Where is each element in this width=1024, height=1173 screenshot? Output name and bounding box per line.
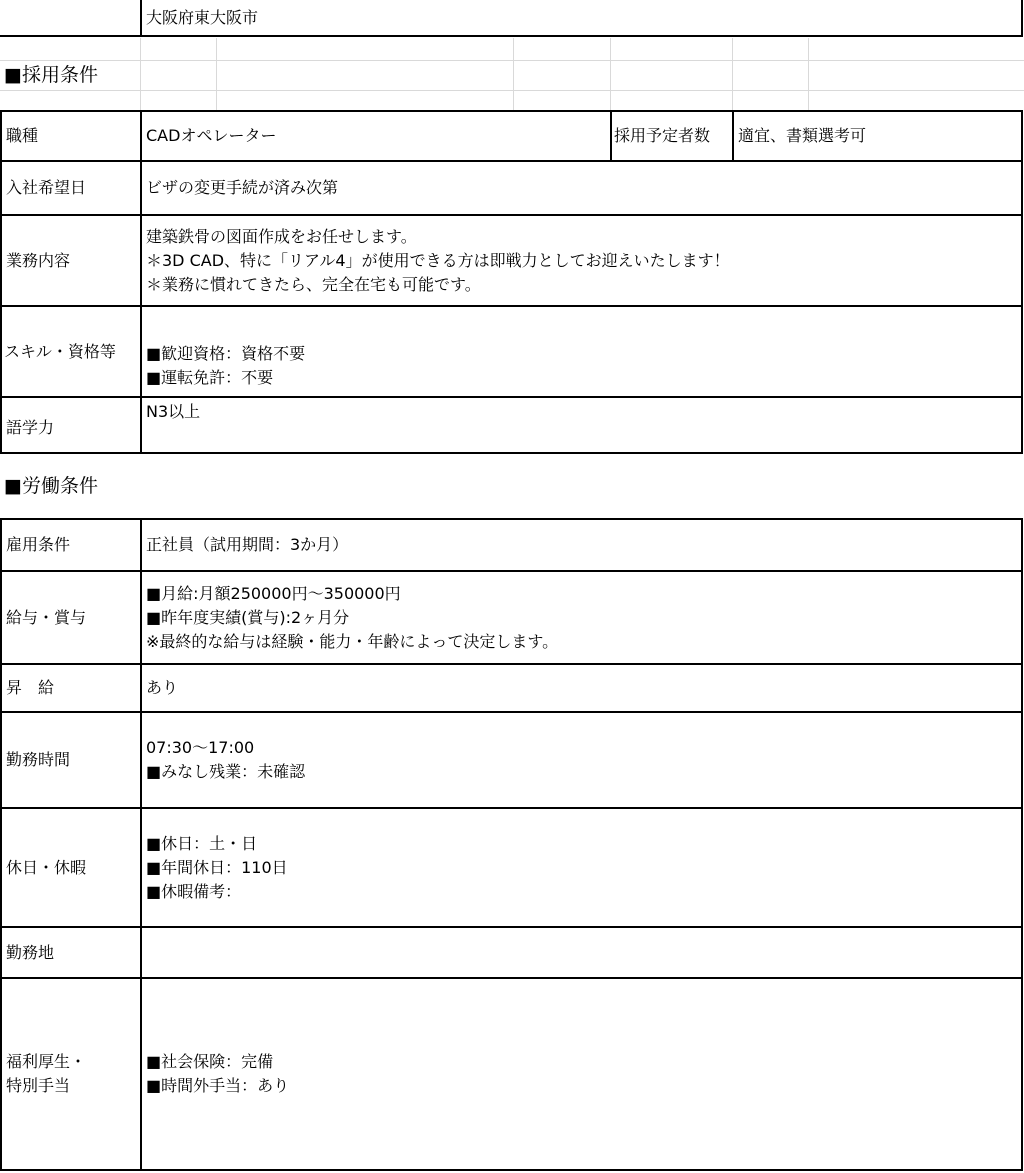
hours-value[interactable] [141,712,1022,808]
holidays-line: ■休暇備考： [146,881,242,901]
planned-hires-label: 採用予定者数 [611,111,733,161]
duties-line: 建築鉄骨の図面作成をお任せします。 [146,226,417,246]
planned-hires-value[interactable]: 適宜、書類選考可 [733,111,1022,161]
duties-line: ＊業務に慣れてきたら、完全在宅も可能です。 [146,274,481,294]
duties-row [1,215,1022,306]
benefits-value[interactable] [141,978,1022,1170]
language-value[interactable]: N3以上 [141,397,1022,453]
workplace-label: 勤務地 [1,927,141,978]
skills-value[interactable] [141,306,1022,397]
holidays-label: 休日・休暇 [1,808,141,927]
raise-value[interactable]: あり [141,664,1022,712]
benefits-line: ■社会保険：完備 [146,1052,274,1071]
raise-row [1,664,1022,712]
location-value-cell[interactable]: 大阪府東大阪市 [141,0,1022,36]
salary-row [1,571,1022,664]
workplace-value[interactable] [141,927,1022,978]
gridline [610,38,611,110]
duties-line: ＊3D CAD、特に「リアル4」が使用できる方は即戦力としてお迎えいたします！ [146,250,730,270]
hours-line: ■みなし残業：未確認 [146,762,306,781]
location-blank-cell[interactable] [0,0,141,36]
recruitment-table [0,110,1023,454]
gridline [0,90,1024,91]
start-date-label: 入社希望日 [1,161,141,215]
hours-row [1,712,1022,808]
workplace-row [1,927,1022,978]
holidays-value[interactable] [141,808,1022,927]
start-date-value[interactable]: ビザの変更手続が済み次第 [141,161,1022,215]
salary-line: ※最終的な給与は経験・能力・年齢によって決定します。 [146,631,559,651]
skills-line: ■運転免許：不要 [146,368,274,387]
labor-table [0,518,1023,1171]
gridline [732,38,733,110]
employment-value[interactable]: 正社員（試用期間：3か月） [141,519,1022,571]
gridline [808,38,809,110]
start-date-row [1,161,1022,215]
salary-label: 給与・賞与 [1,571,141,664]
job-type-row [1,111,1022,161]
gridline [513,38,514,110]
benefits-line: ■時間外手当：あり [146,1076,290,1095]
gridline [140,38,141,110]
holidays-row [1,808,1022,927]
holidays-line: ■休日：土・日 [146,833,258,853]
salary-value[interactable] [141,571,1022,664]
gridline [0,60,1024,61]
skills-label: スキル・資格等 [1,306,141,397]
gridline [216,38,217,110]
language-label: 語学力 [1,397,141,453]
job-type-value[interactable]: CADオペレーター [141,111,611,161]
duties-value[interactable] [141,215,1022,306]
labor-section-title: ■労働条件 [4,475,98,497]
employment-row [1,519,1022,571]
language-row [1,397,1022,453]
hours-label: 勤務時間 [1,712,141,808]
duties-label: 業務内容 [1,215,141,306]
benefits-label [1,978,141,1170]
salary-line: ■昨年度実績(賞与):2ヶ月分 [146,607,350,627]
employment-label: 雇用条件 [1,519,141,571]
holidays-line: ■年間休日：110日 [146,857,288,877]
salary-line: ■月給:月額250000円～350000円 [146,583,401,603]
raise-label: 昇 給 [1,664,141,712]
benefits-label-line: 福利厚生・ [6,1052,87,1071]
job-type-label: 職種 [1,111,141,161]
benefits-row [1,978,1022,1170]
skills-row [1,306,1022,397]
benefits-label-line: 特別手当 [6,1076,71,1095]
recruitment-section-title: ■採用条件 [4,64,98,86]
skills-line: ■歓迎資格：資格不要 [146,344,306,363]
location-row [0,0,1023,37]
hours-line: 07:30～17:00 [146,738,255,757]
